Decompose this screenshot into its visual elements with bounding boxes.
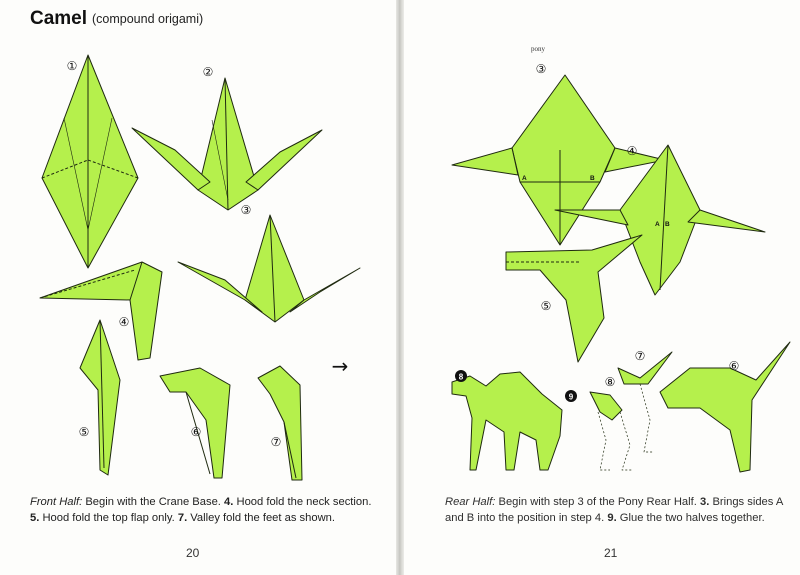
page-title: Camel	[30, 8, 88, 29]
step5-figure	[80, 320, 120, 475]
step-badge-9-label: 9	[568, 392, 574, 402]
step-label-r4: ④	[626, 144, 638, 158]
step-label-r6: ⑥	[728, 359, 740, 373]
side-label-a: A	[522, 175, 527, 182]
step-badge-8-label: 8	[458, 372, 464, 382]
step3-figure	[178, 215, 360, 322]
step-label-4: ④	[118, 315, 130, 329]
step-label-2: ②	[202, 65, 214, 79]
next-arrow-icon: →	[331, 354, 349, 378]
step-label-r7: ⑦	[634, 349, 646, 363]
step1-figure	[42, 55, 138, 268]
step6r-figure	[660, 342, 790, 472]
side-label-b: B	[590, 175, 595, 182]
step-label-5: ⑤	[78, 425, 90, 439]
side-label-b2: B	[665, 221, 670, 228]
pony-label: pony	[531, 45, 545, 53]
step-label-6: ⑥	[190, 425, 202, 439]
step8r-figure	[590, 392, 622, 420]
step-label-r3: ③	[535, 62, 547, 76]
step-label-3: ③	[240, 203, 252, 217]
step-label-r5: ⑤	[540, 299, 552, 313]
completed-camel-figure	[452, 372, 562, 470]
page-number-right: 21	[604, 546, 618, 560]
step-label-1: ①	[66, 59, 78, 73]
side-label-a2: A	[655, 221, 660, 228]
front-half-caption: Front Half: Begin with the Crane Base. 4. Hood fold the neck section. 5. Hood fold the top flap only. 7. Valley fold the feet as shown.	[30, 496, 372, 524]
step2-figure	[132, 78, 322, 210]
rear-half-caption: Rear Half: Begin with step 3 of the Pony Rear Half. 3. Brings sides A and B into the position in step 4. 9. Glue the two halves together.	[445, 496, 783, 524]
step-label-7: ⑦	[270, 435, 282, 449]
page-number-left: 20	[186, 546, 200, 560]
page-subtitle: (compound origami)	[92, 12, 204, 26]
step6-figure	[160, 368, 230, 478]
step5r-figure	[506, 235, 642, 362]
step-label-r8: ⑧	[604, 375, 616, 389]
step7-figure	[258, 366, 302, 480]
